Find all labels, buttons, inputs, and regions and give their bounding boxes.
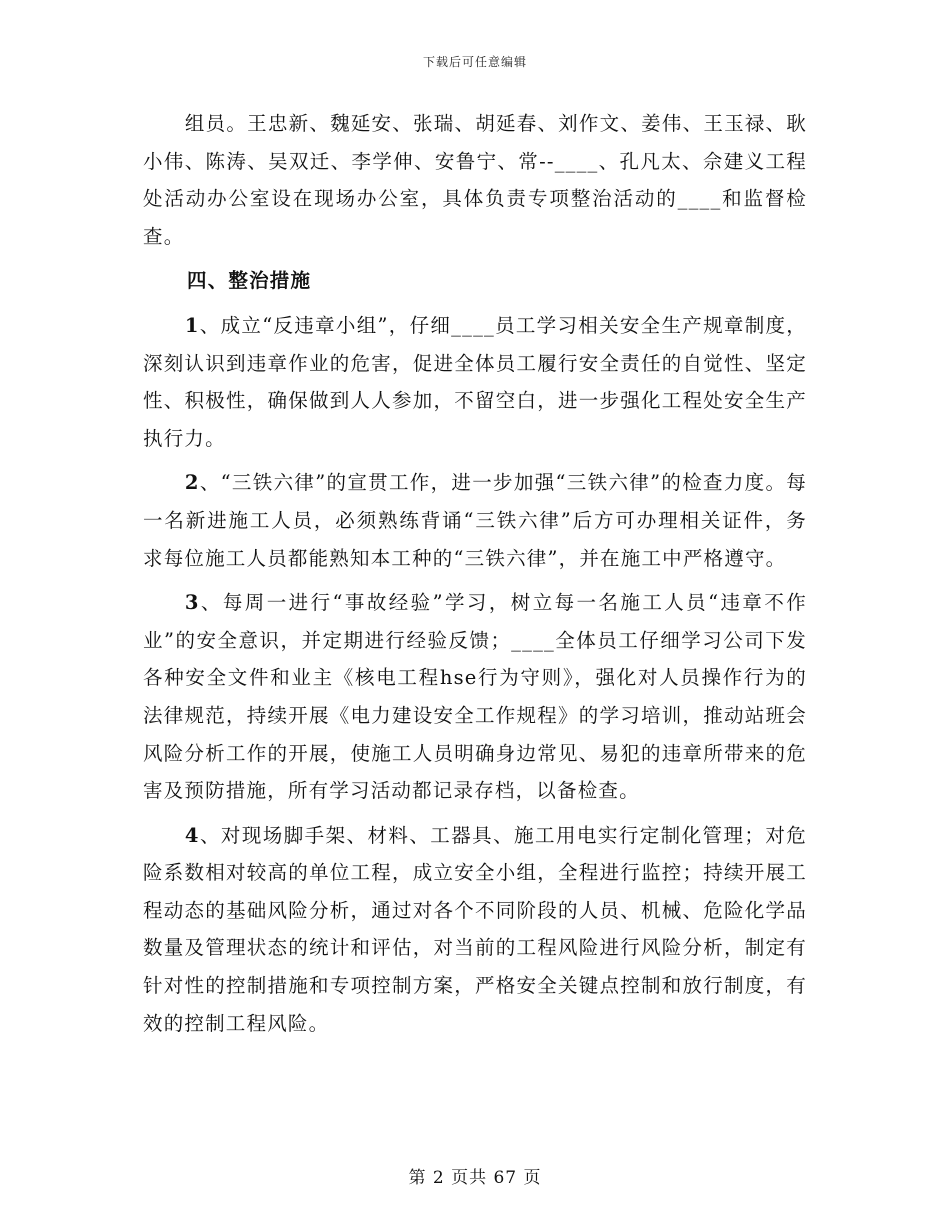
document-body bbox=[143, 105, 807, 1042]
item-text: 、成立“反违章小组”，仔细____员工学习相关安全生产规章制度，深刻认识到违章作业的危害，促进全体员工履行安全责任的自觉性、坚定性、积极性，确保做到人人参加，不留空白，进一步强化工程处安全生产执行力。 bbox=[143, 313, 807, 450]
intro-paragraph: 组员。王忠新、魏延安、张瑞、胡延春、刘作文、姜伟、王玉禄、耿小伟、陈涛、吴双迁、李学伸、安鲁宁、常--____、孔凡太、佘建义工程处活动办公室设在现场办公室，具体负责专项整治活动的____和监督检查。 bbox=[143, 112, 807, 248]
item-text: 、每周一进行“事故经验”学习，树立每一名施工人员“违章不作业”的安全意识，并定期进行经验反馈；____全体员工仔细学习公司下发各种安全文件和业主《核电工程hse行为守则》，强化对人员操作行为的法律规范，持续开展《电力建设安全工作规程》的学习培训，推动站班会风险分析工作的开展，使施工人员明确身边常见、易犯的违章所带来的危害及预防措施，所有学习活动都记录存档，以备检查。 bbox=[143, 591, 807, 803]
measure-item-3 bbox=[143, 584, 807, 810]
item-number: 2 bbox=[184, 471, 200, 495]
page-footer: 第 2 页共 67 页 bbox=[408, 1168, 542, 1188]
item-number: 1 bbox=[184, 313, 200, 337]
item-number: 3 bbox=[184, 591, 200, 615]
measure-item-2 bbox=[143, 464, 807, 577]
item-text: 、“三铁六律”的宣贯工作，进一步加强“三铁六律”的检查力度。每一名新进施工人员，必须熟练背诵“三铁六律”后方可办理相关证件，务求每位施工人员都能熟知本工种的“三铁六律”，并在施工中严格遵守。 bbox=[143, 471, 807, 570]
item-number: 4 bbox=[184, 823, 200, 847]
measure-item-4 bbox=[143, 817, 807, 1043]
item-text: 、对现场脚手架、材料、工器具、施工用电实行定制化管理；对危险系数相对较高的单位工程，成立安全小组，全程进行监控；持续开展工程动态的基础风险分析，通过对各个不同阶段的人员、机械、危险化学品数量及管理状态的统计和评估，对当前的工程风险进行风险分析，制定有针对性的控制措施和专项控制方案，严格安全关键点控制和放行制度，有效的控制工程风险。 bbox=[143, 823, 807, 1035]
measure-item-1 bbox=[143, 307, 807, 457]
section-heading: 四、整治措施 bbox=[187, 269, 312, 293]
page-header: 下载后可任意编辑 bbox=[422, 55, 527, 69]
